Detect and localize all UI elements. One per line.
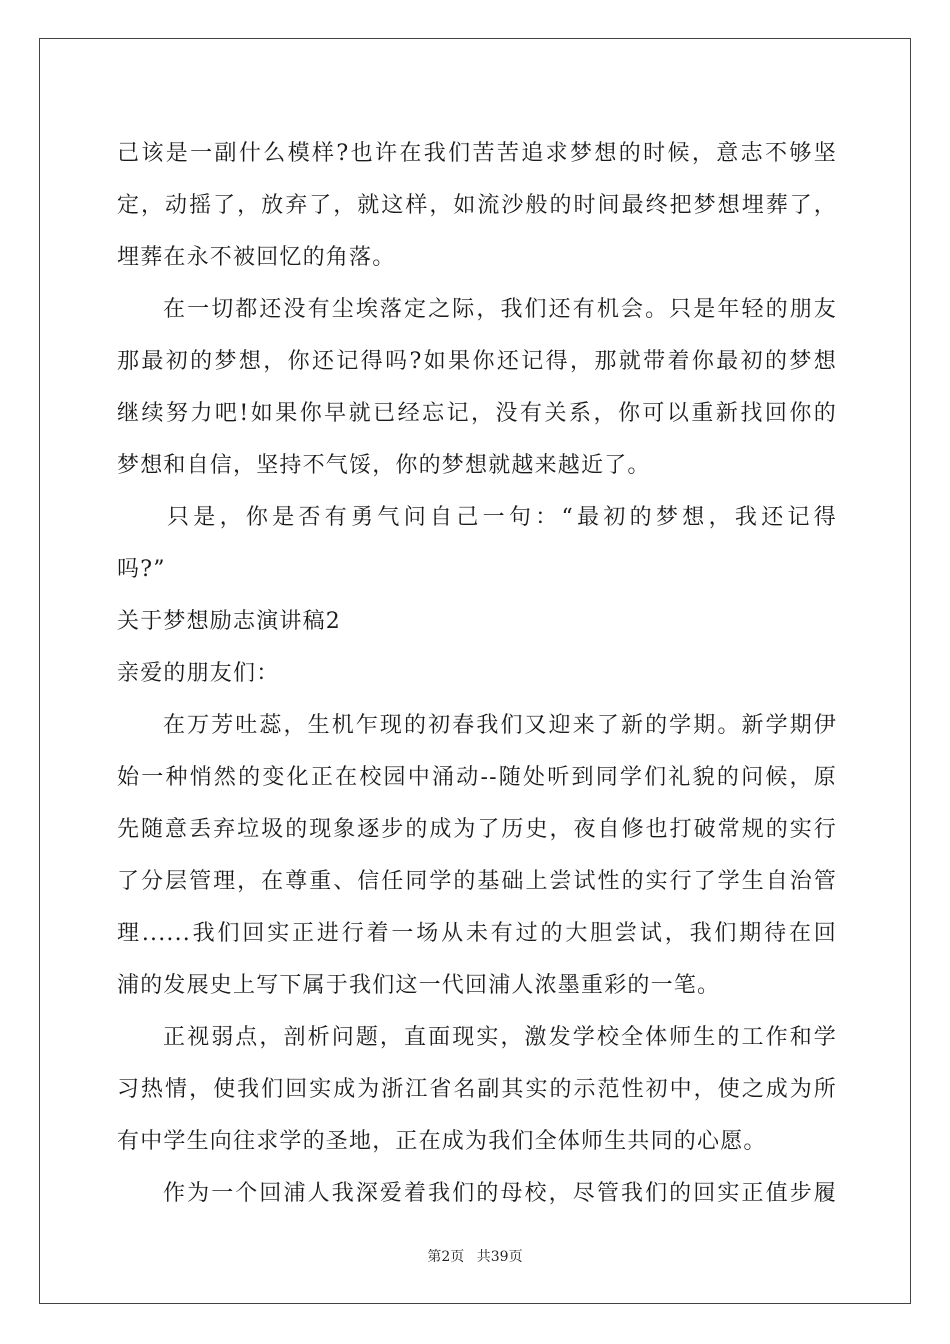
paragraph-line: 己该是一副什么模样?也许在我们苦苦追求梦想的时候，意志不够坚 <box>117 141 837 166</box>
salutation: 亲爱的朋友们： <box>117 661 280 686</box>
paragraph-line: 了分层管理，在尊重、信任同学的基础上尝试性的实行了学生自治管 <box>117 869 837 894</box>
paragraph-line: 定，动摇了，放弃了，就这样，如流沙般的时间最终把梦想埋葬了， <box>117 193 837 218</box>
paragraph-line: 有中学生向往求学的圣地，正在成为我们全体师生共同的心愿。 <box>117 1129 767 1154</box>
section-heading: 关于梦想励志演讲稿2 <box>117 609 341 634</box>
document-body <box>117 128 837 1220</box>
paragraph-line: 埋葬在永不被回忆的角落。 <box>117 245 396 270</box>
page-number: 第2页 <box>427 1249 465 1265</box>
paragraph-line: 在一切都还没有尘埃落定之际，我们还有机会。只是年轻的朋友 <box>163 297 837 322</box>
paragraph-line: 始一种悄然的变化正在校园中涌动--随处听到同学们礼貌的问候，原 <box>117 765 837 790</box>
paragraph-line: 浦的发展史上写下属于我们这一代回浦人浓墨重彩的一笔。 <box>117 973 721 998</box>
paragraph-line: 那最初的梦想，你还记得吗?如果你还记得，那就带着你最初的梦想 <box>117 349 837 374</box>
paragraph-line: 梦想和自信，坚持不气馁，你的梦想就越来越近了。 <box>117 453 651 478</box>
paragraph-line: 正视弱点，剖析问题，直面现实，激发学校全体师生的工作和学 <box>163 1025 837 1050</box>
page-footer <box>0 1246 950 1266</box>
paragraph-line: 习热情，使我们回实成为浙江省名副其实的示范性初中，使之成为所 <box>117 1077 837 1102</box>
paragraph-line: 作为一个回浦人我深爱着我们的母校，尽管我们的回实正值步履 <box>163 1181 837 1206</box>
paragraph-line: 只是，你是否有勇气问自己一句：“最初的梦想，我还记得 <box>167 505 837 530</box>
paragraph-line: 在万芳吐蕊，生机乍现的初春我们又迎来了新的学期。新学期伊 <box>163 713 837 738</box>
paragraph-line: 理......我们回实正进行着一场从未有过的大胆尝试，我们期待在回 <box>117 921 837 946</box>
page-total: 共39页 <box>476 1249 523 1265</box>
paragraph-line: 先随意丢弃垃圾的现象逐步的成为了历史，夜自修也打破常规的实行 <box>117 817 837 842</box>
paragraph-line: 继续努力吧!如果你早就已经忘记，没有关系，你可以重新找回你的 <box>117 401 837 426</box>
paragraph-line: 吗?” <box>117 557 166 582</box>
